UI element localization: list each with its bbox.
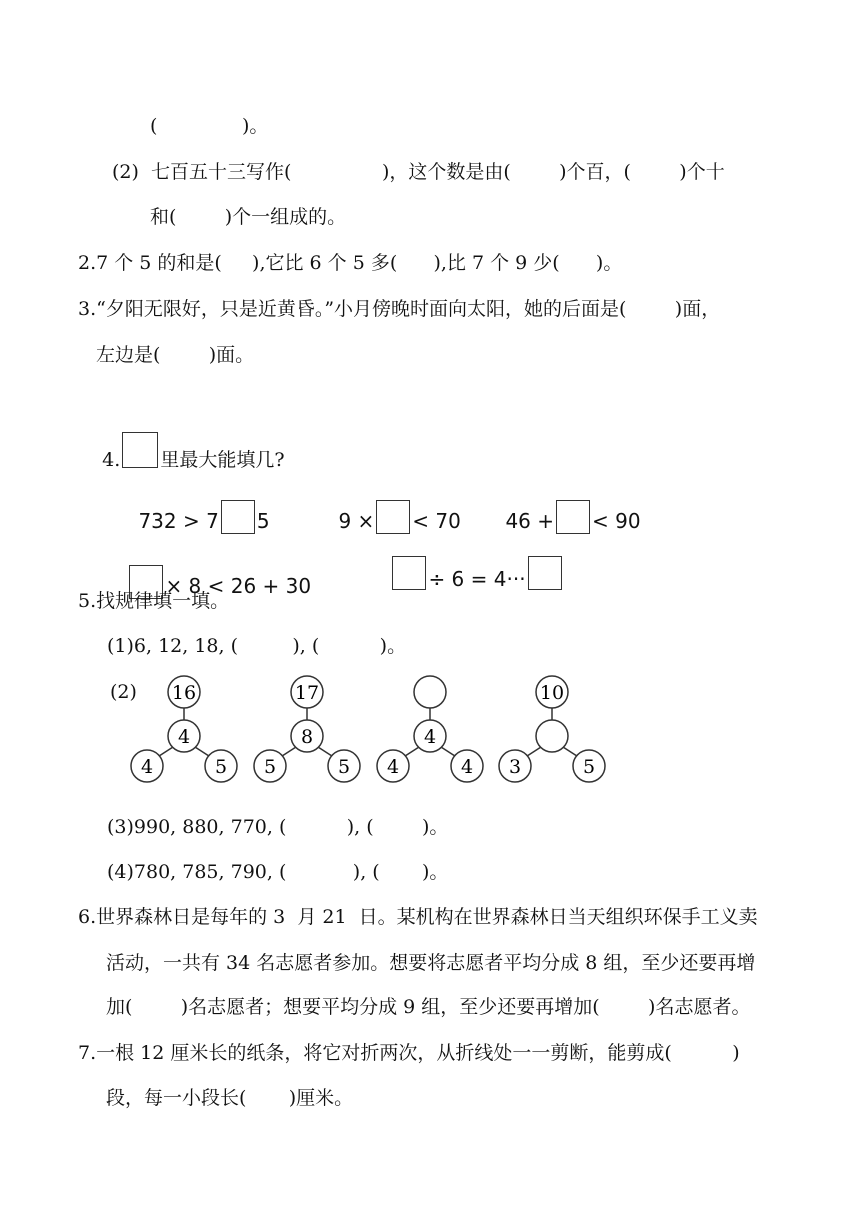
tree-left-value: 3 [508,756,522,778]
tree-top-node [414,676,446,708]
question-5-3: (3)990, 880, 770, ( ), ( )。 [107,816,449,838]
tree-left-value: 5 [263,756,277,778]
tree-right-value: 5 [582,756,596,778]
inequality-4-text: × 8 < 26 + 30 [165,574,312,598]
answer-box[interactable] [221,500,255,534]
tree-right-value: 5 [214,756,228,778]
inequality-1-left: 732 > 7 [138,509,219,533]
question-4-text: 里最大能填几? [160,449,285,471]
answer-box[interactable] [392,556,426,590]
question-3: 3.“夕阳无限好，只是近黄昏。”小月傍晚时面向太阳，她的后面是( )面， [78,298,721,320]
inequality-3-left: 46 + [505,509,555,533]
tree-top-value: 17 [294,682,320,704]
inequality-2-right: < 70 [412,509,461,533]
answer-box[interactable] [528,556,562,590]
tree-left-value: 4 [140,756,154,778]
tree-middle-value: 4 [177,726,191,748]
answer-box[interactable] [556,500,590,534]
answer-box[interactable] [376,500,410,534]
tree-right-value: 5 [337,756,351,778]
question-5-2-label: (2) [110,681,137,703]
question-7: 7.一根 12 厘米长的纸条，将它对折两次，从折线处一一剪断，能剪成( ) [78,1042,740,1064]
question-1-2: (2) 七百五十三写作( )，这个数是由( )个百，( )个十 [112,161,725,183]
number-trees-diagram [120,670,620,790]
question-1-2-cont: 和( )个一组成的。 [150,206,347,228]
question-6: 6.世界森林日是每年的 3 月 21 日。某机构在世界森林日当天组织环保手工义卖 [78,906,758,928]
tree-middle-value: 8 [300,726,314,748]
answer-box [122,432,158,468]
question-5-4: (4)780, 785, 790, ( ), ( )。 [107,861,449,883]
inequality-1-right: 5 [256,509,270,533]
tree-middle-node [536,720,568,752]
question-2: 2.7 个 5 的和是( ),它比 6 个 5 多( ),比 7 个 9 少( )。 [78,252,623,274]
question-5: 5.找规律填一填。 [78,590,230,612]
question-3-cont: 左边是( )面。 [96,344,255,366]
question-5-1: (1)6, 12, 18, ( ), ( )。 [107,635,407,657]
answer-blank-line: ( )。 [150,115,269,137]
division-equation [365,532,564,614]
tree-middle-value: 4 [423,726,437,748]
tree-top-value: 16 [171,682,197,704]
question-4-number: 4. [102,449,121,471]
question-6-cont-2: 加( )名志愿者；想要平均分成 9 组，至少还要再增加( )名志愿者。 [106,996,751,1018]
tree-left-value: 4 [386,756,400,778]
inequality-3-right: < 90 [592,509,641,533]
tree-top-value: 10 [539,682,565,704]
question-7-cont: 段，每一小段长( )厘米。 [106,1087,354,1109]
question-6-cont: 活动，一共有 34 名志愿者参加。想要将志愿者平均分成 8 组，至少还要再增 [106,952,756,974]
division-text: ÷ 6 = 4··· [428,567,526,591]
tree-right-value: 4 [460,756,474,778]
inequality-2-left: 9 × [338,509,375,533]
